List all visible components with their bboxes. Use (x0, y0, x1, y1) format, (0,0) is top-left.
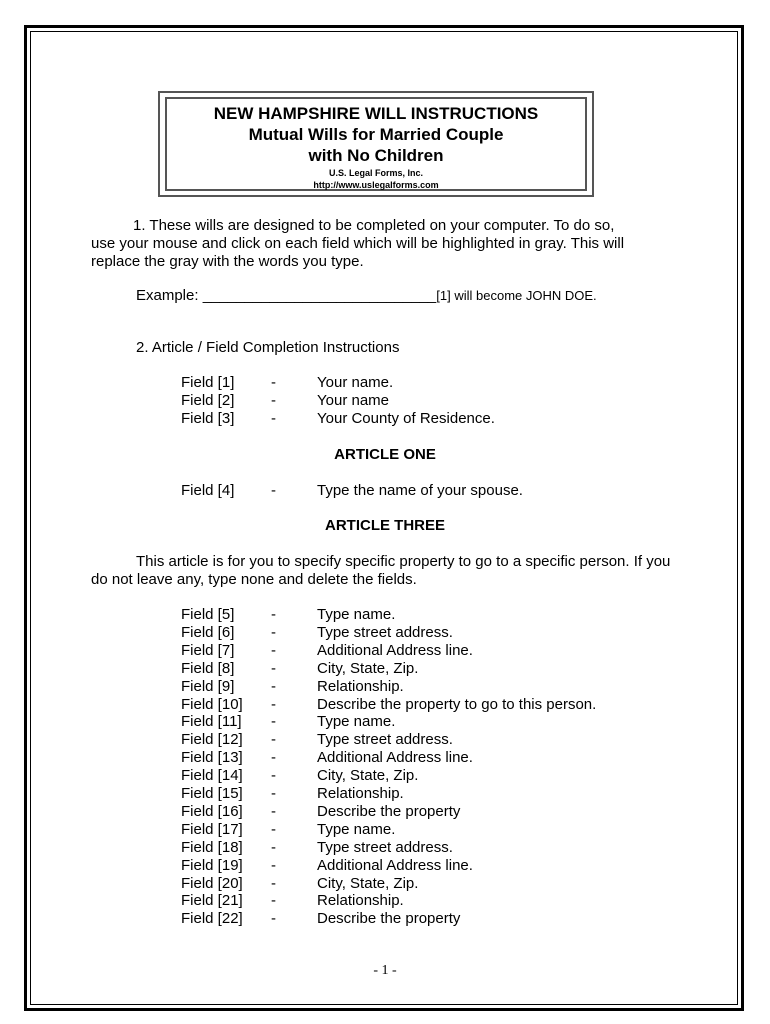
field-dash: - (271, 731, 276, 749)
field-label: Field [11] (181, 713, 242, 731)
field-dash: - (271, 659, 276, 677)
field-label: Field [3] (181, 410, 235, 427)
field-description: Additional Address line. (317, 856, 473, 874)
field-description: Type street address. (317, 623, 453, 641)
field-label: Field [7] (181, 641, 235, 659)
field-dash: - (271, 785, 276, 802)
field-dash: - (271, 482, 276, 499)
field-dash: - (271, 749, 276, 767)
field-label: Field [8] (181, 659, 235, 677)
field-description: City, State, Zip. (317, 767, 419, 785)
field-dash: - (271, 392, 276, 409)
field-description: City, State, Zip. (317, 659, 419, 677)
field-dash: - (271, 623, 276, 641)
section-2-heading: 2. Article / Field Completion Instructions (136, 339, 400, 356)
field-description: Your name (317, 392, 389, 409)
field-description: Type street address. (317, 838, 453, 856)
field-label: Field [22] (181, 910, 243, 928)
field-dash: - (271, 410, 276, 427)
para3-line2: do not leave any, type none and delete the fields. (91, 571, 417, 588)
field-label: Field [10] (181, 695, 243, 713)
field-description: Your County of Residence. (317, 410, 495, 427)
field-label: Field [16] (181, 802, 243, 820)
field-label: Field [19] (181, 856, 243, 874)
field-description: Additional Address line. (317, 641, 473, 659)
field-label: Field [20] (181, 874, 243, 892)
field-label: Field [5] (181, 606, 235, 623)
field-label: Field [4] (181, 482, 235, 499)
field-dash: - (271, 767, 276, 785)
field-description: Describe the property (317, 910, 461, 928)
para1-line2: use your mouse and click on each field which will be highlighted in gray. This will (91, 235, 625, 252)
field-label: Field [1] (181, 374, 235, 391)
company-url[interactable]: http://www.uslegalforms.com (313, 180, 439, 190)
field-description: City, State, Zip. (317, 874, 419, 892)
field-label: Field [21] (181, 892, 243, 910)
example-label: Example: ____________________________ (136, 287, 437, 304)
document-title: NEW HAMPSHIRE WILL INSTRUCTIONS (213, 104, 539, 123)
field-label: Field [15] (181, 785, 243, 802)
field-dash: - (271, 606, 276, 623)
field-label: Field [13] (181, 749, 243, 767)
article-one-heading: ARTICLE ONE (334, 446, 436, 463)
field-description: Type the name of your spouse. (317, 482, 523, 499)
para1-line3: replace the gray with the words you type. (91, 253, 364, 270)
field-label: Field [2] (181, 392, 235, 409)
example-suffix: [1] will become JOHN DOE. (436, 288, 597, 303)
field-description: Relationship. (317, 677, 404, 695)
field-dash: - (271, 892, 276, 910)
field-description: Type street address. (317, 731, 453, 749)
field-description: Type name. (317, 606, 396, 623)
company-name: U.S. Legal Forms, Inc. (328, 168, 424, 178)
article-three-heading: ARTICLE THREE (325, 517, 445, 534)
field-dash: - (271, 695, 276, 713)
field-description: Your name. (317, 374, 394, 391)
field-dash: - (271, 713, 276, 731)
field-dash: - (271, 838, 276, 856)
field-dash: - (271, 374, 276, 391)
field-description: Type name. (317, 713, 396, 731)
field-label: Field [14] (181, 767, 243, 785)
field-dash: - (271, 641, 276, 659)
field-description: Relationship. (317, 785, 404, 802)
field-dash: - (271, 802, 276, 820)
para3-line1: This article is for you to specify specific property to go to a specific person. If you (136, 553, 671, 570)
field-description: Relationship. (317, 892, 404, 910)
field-description: Describe the property to go to this person. (317, 695, 597, 713)
field-label: Field [9] (181, 677, 235, 695)
field-description: Additional Address line. (317, 749, 473, 767)
field-dash: - (271, 856, 276, 874)
field-dash: - (271, 677, 276, 695)
title-box (165, 97, 587, 191)
document-subtitle: Mutual Wills for Married Couple (248, 125, 504, 144)
field-dash: - (271, 910, 276, 928)
document-subtitle-2: with No Children (308, 146, 444, 165)
field-description: Describe the property (317, 802, 461, 820)
field-label: Field [6] (181, 623, 235, 641)
example-line (136, 287, 597, 305)
field-label: Field [12] (181, 731, 243, 749)
field-description: Type name. (317, 820, 396, 838)
page-number: - 1 - (373, 963, 397, 978)
field-dash: - (271, 874, 276, 892)
field-dash: - (271, 820, 276, 838)
para1-line1: 1. These wills are designed to be completed on your computer. To do so, (133, 217, 615, 234)
field-label: Field [18] (181, 838, 243, 856)
field-label: Field [17] (181, 820, 243, 838)
